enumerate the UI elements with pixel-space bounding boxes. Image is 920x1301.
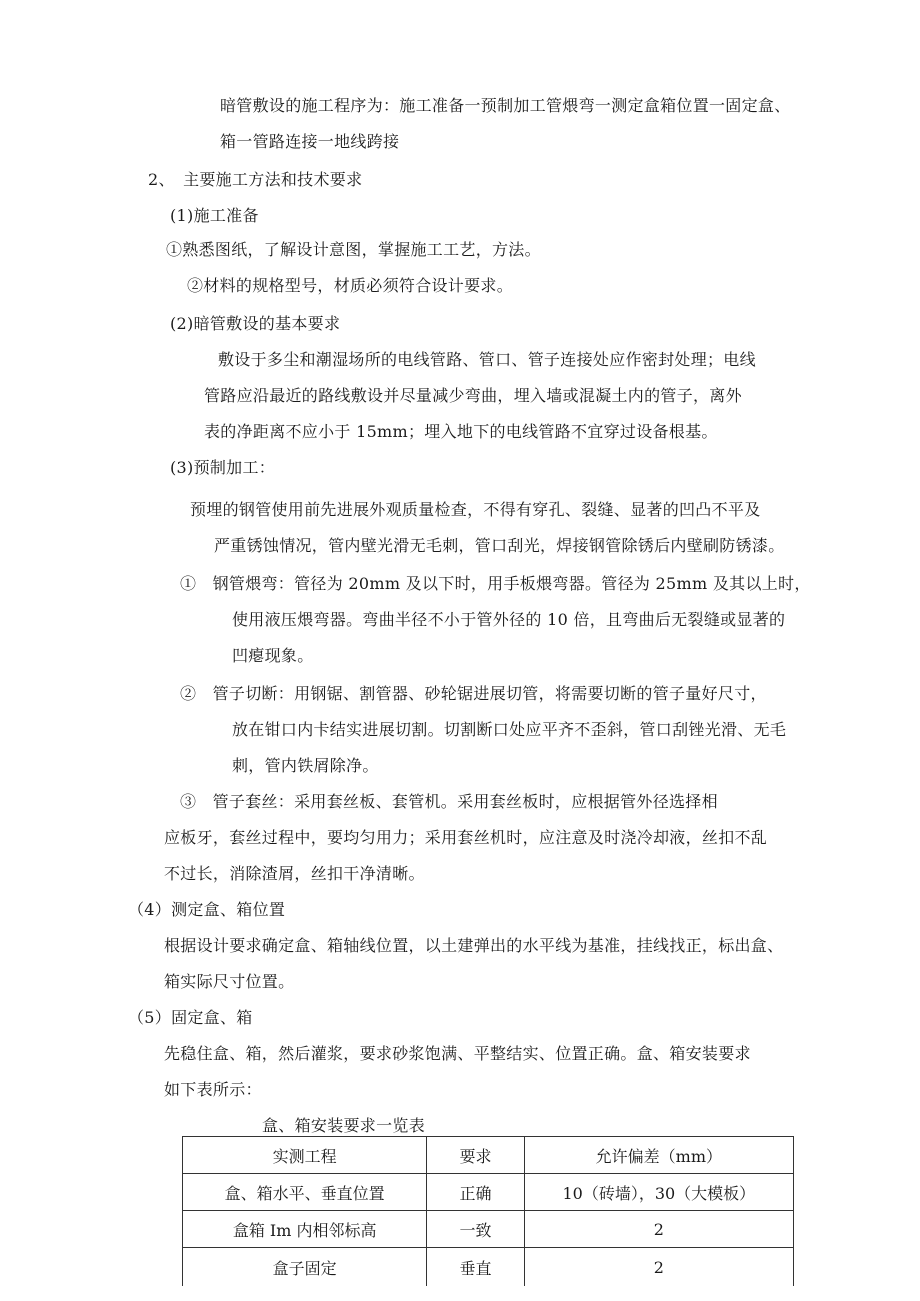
table-row xyxy=(183,1248,794,1287)
paragraph-line: 根据设计要求确定盒、箱轴线位置，以土建弹出的水平线为基准，挂线找正，标出盒、 xyxy=(164,936,784,955)
paragraph-line: 箱实际尺寸位置。 xyxy=(164,972,295,991)
section-heading: 2、 主要施工方法和技术要求 xyxy=(148,170,363,189)
requirements-table xyxy=(182,1136,794,1286)
paragraph-line: 如下表所示： xyxy=(164,1080,262,1099)
subsection-heading: （5）固定盒、箱 xyxy=(128,1008,253,1027)
paragraph-line: 使用液压煨弯器。弯曲半径不小于管外径的 10 倍，且弯曲后无裂缝或显著的 xyxy=(232,610,786,629)
table-header-row xyxy=(183,1137,794,1174)
paragraph-line: 放在钳口内卡结实进展切割。切割断口处应平齐不歪斜，管口刮锉光滑、无毛 xyxy=(232,720,787,739)
list-item: ② 管子切断：用钢锯、割管器、砂轮锯进展切管，将需要切断的管子量好尺寸， xyxy=(180,684,767,703)
list-item: ① 钢管煨弯：管径为 20mm 及以下时，用手板煨弯器。管径为 25mm 及其以上时， xyxy=(180,574,811,593)
table-cell: 盒子固定 xyxy=(183,1248,427,1287)
paragraph-line: 凹瘪现象。 xyxy=(232,646,314,665)
subsection-heading: (2)暗管敷设的基本要求 xyxy=(170,314,341,333)
table-cell: 盒、箱水平、垂直位置 xyxy=(183,1174,427,1211)
paragraph-line: 刺，管内铁屑除净。 xyxy=(232,756,379,775)
table-caption: 盒、箱安装要求一览表 xyxy=(262,1116,426,1135)
list-item: ③ 管子套丝：采用套丝板、套管机。采用套丝板时，应根据管外径选择相 xyxy=(180,792,718,811)
table-cell: 盒箱 Im 内相邻标高 xyxy=(183,1211,427,1248)
paragraph-line: 暗管敷设的施工程序为：施工准备一预制加工管煨弯一测定盒箱位置一固定盒、 xyxy=(220,96,791,115)
table-cell: 2 xyxy=(524,1248,793,1287)
paragraph-line: 先稳住盒、箱，然后灌浆，要求砂浆饱满、平整结实、位置正确。盒、箱安装要求 xyxy=(164,1044,751,1063)
table-row xyxy=(183,1211,794,1248)
table-cell: 一致 xyxy=(427,1211,524,1248)
table-header-cell: 允许偏差（mm） xyxy=(524,1137,793,1174)
paragraph-line: 敷设于多尘和潮湿场所的电线管路、管口、管子连接处应作密封处理；电线 xyxy=(218,350,756,369)
table-cell: 正确 xyxy=(427,1174,524,1211)
list-item: ②材料的规格型号，材质必须符合设计要求。 xyxy=(187,276,514,295)
table-row xyxy=(183,1174,794,1211)
paragraph-line: 箱一管路连接一地线跨接 xyxy=(220,132,400,151)
table-header-cell: 要求 xyxy=(427,1137,524,1174)
table-header-cell: 实测工程 xyxy=(183,1137,427,1174)
paragraph-line: 应板牙，套丝过程中，要均匀用力；采用套丝机时，应注意及时浇冷却液，丝扣不乱 xyxy=(164,828,768,847)
paragraph-line: 管路应沿最近的路线敷设并尽量减少弯曲，埋入墙或混凝土内的管子，离外 xyxy=(204,386,742,405)
subsection-heading: (1)施工准备 xyxy=(170,206,259,225)
paragraph-line: 表的净距离不应小于 15mm；埋入地下的电线管路不宜穿过设备根基。 xyxy=(204,422,718,441)
subsection-heading: (3)预制加工： xyxy=(170,458,276,477)
paragraph-line: 不过长，消除渣屑，丝扣干净清晰。 xyxy=(164,864,425,883)
table-cell: 10（砖墙），30（大模板） xyxy=(524,1174,793,1211)
subsection-heading: （4）测定盒、箱位置 xyxy=(128,900,286,919)
paragraph-line: 预埋的钢管使用前先进展外观质量检查，不得有穿孔、裂缝、显著的凹凸不平及 xyxy=(190,500,761,519)
table-cell: 垂直 xyxy=(427,1248,524,1287)
paragraph-line: 严重锈蚀情况，管内壁光滑无毛刺，管口刮光，焊接钢管除锈后内壁刷防锈漆。 xyxy=(214,536,785,555)
list-item: ①熟悉图纸，了解设计意图，掌握施工工艺，方法。 xyxy=(166,240,541,259)
table-cell: 2 xyxy=(524,1211,793,1248)
